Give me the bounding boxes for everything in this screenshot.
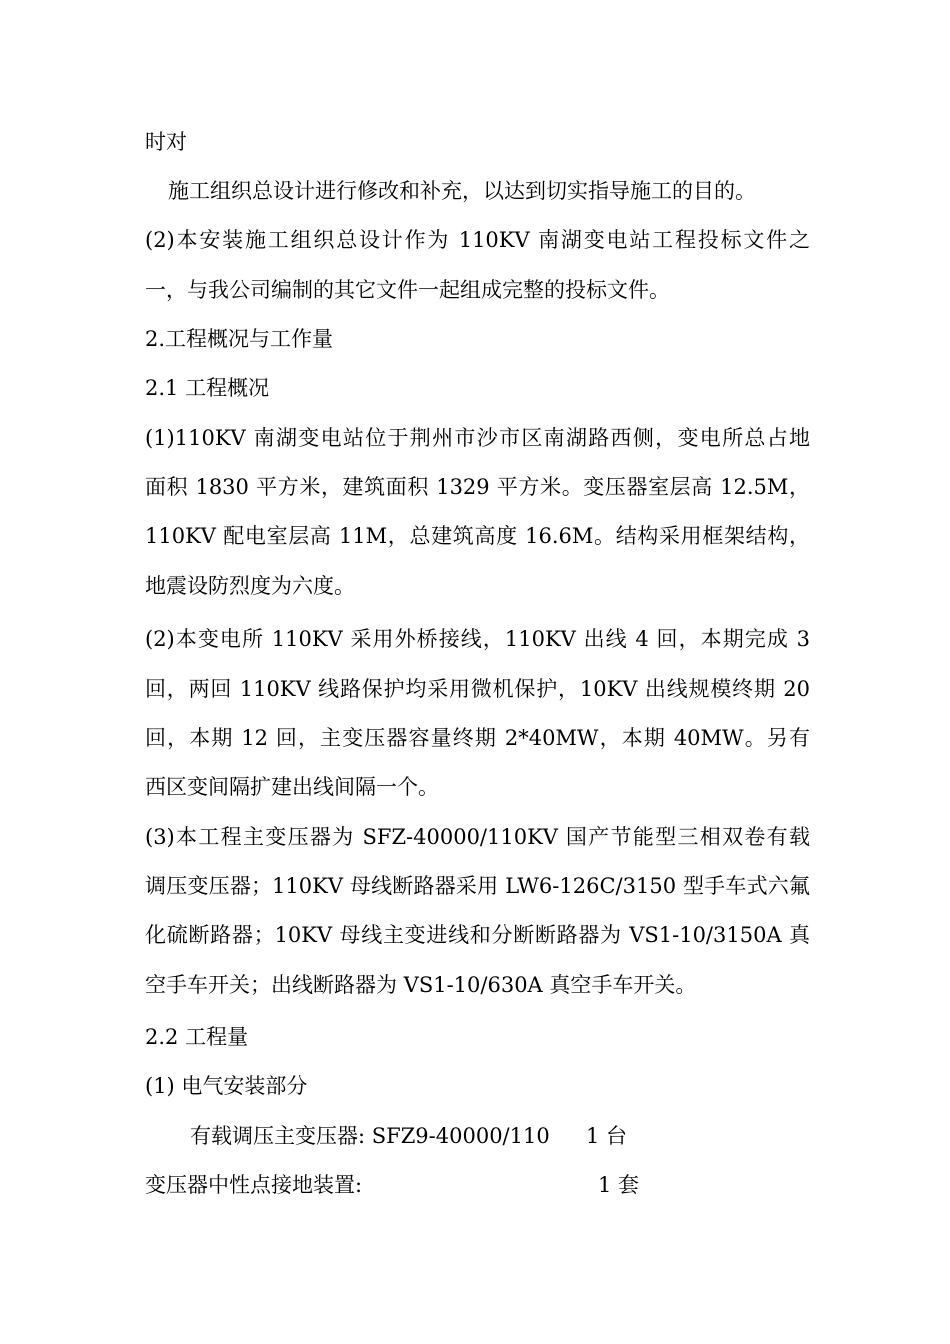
text-line: 空手车开关；出线断路器为 VS1-10/630A 真空手车开关。 bbox=[145, 973, 697, 997]
item-label: 有载调压主变压器: SFZ9-40000/110 bbox=[190, 1124, 550, 1148]
text-line: 地震设防烈度为六度。 bbox=[145, 574, 355, 598]
subsection-heading: (1) 电气安装部分 bbox=[145, 1074, 308, 1098]
text-line: 面积 1830 平方米，建筑面积 1329 平方米。变压器室层高 12.5M， bbox=[145, 475, 810, 499]
text-line: 化硫断路器；10KV 母线主变进线和分断断路器为 VS1-10/3150A 真 bbox=[145, 923, 810, 947]
text-line: 回，本期 12 回，主变压器容量终期 2*40MW，本期 40MW。另有 bbox=[145, 726, 810, 750]
subsection-heading: 2.1 工程概况 bbox=[145, 376, 270, 400]
text-line: (2)本安装施工组织总设计作为 110KV 南湖变电站工程投标文件之 bbox=[145, 228, 810, 252]
text-line: 施工组织总设计进行修改和补充，以达到切实指导施工的目的。 bbox=[168, 179, 756, 203]
text-line: 一，与我公司编制的其它文件一起组成完整的投标文件。 bbox=[145, 278, 670, 302]
text-line: (3)本工程主变压器为 SFZ-40000/110KV 国产节能型三相双卷有载 bbox=[145, 825, 810, 849]
text-line: 110KV 配电室层高 11M，总建筑高度 16.6M。结构采用框架结构， bbox=[145, 524, 810, 548]
text-line: (1)110KV 南湖变电站位于荆州市沙市区南湖路西侧，变电所总占地 bbox=[145, 426, 810, 450]
text-line: (2)本变电所 110KV 采用外桥接线，110KV 出线 4 回，本期完成 3 bbox=[145, 627, 810, 651]
item-value: 1 套 bbox=[598, 1173, 640, 1197]
item-value: 1 台 bbox=[586, 1124, 628, 1148]
text-line: 回，两回 110KV 线路保护均采用微机保护，10KV 出线规模终期 20 bbox=[145, 677, 810, 701]
section-heading: 2.工程概况与工作量 bbox=[145, 327, 334, 351]
text-line: 西区变间隔扩建出线间隔一个。 bbox=[145, 775, 439, 799]
text-line: 时对 bbox=[145, 130, 187, 154]
item-label: 变压器中性点接地装置: bbox=[145, 1173, 363, 1197]
subsection-heading: 2.2 工程量 bbox=[145, 1025, 249, 1049]
text-line: 调压变压器；110KV 母线断路器采用 LW6-126C/3150 型手车式六氟 bbox=[145, 874, 810, 898]
